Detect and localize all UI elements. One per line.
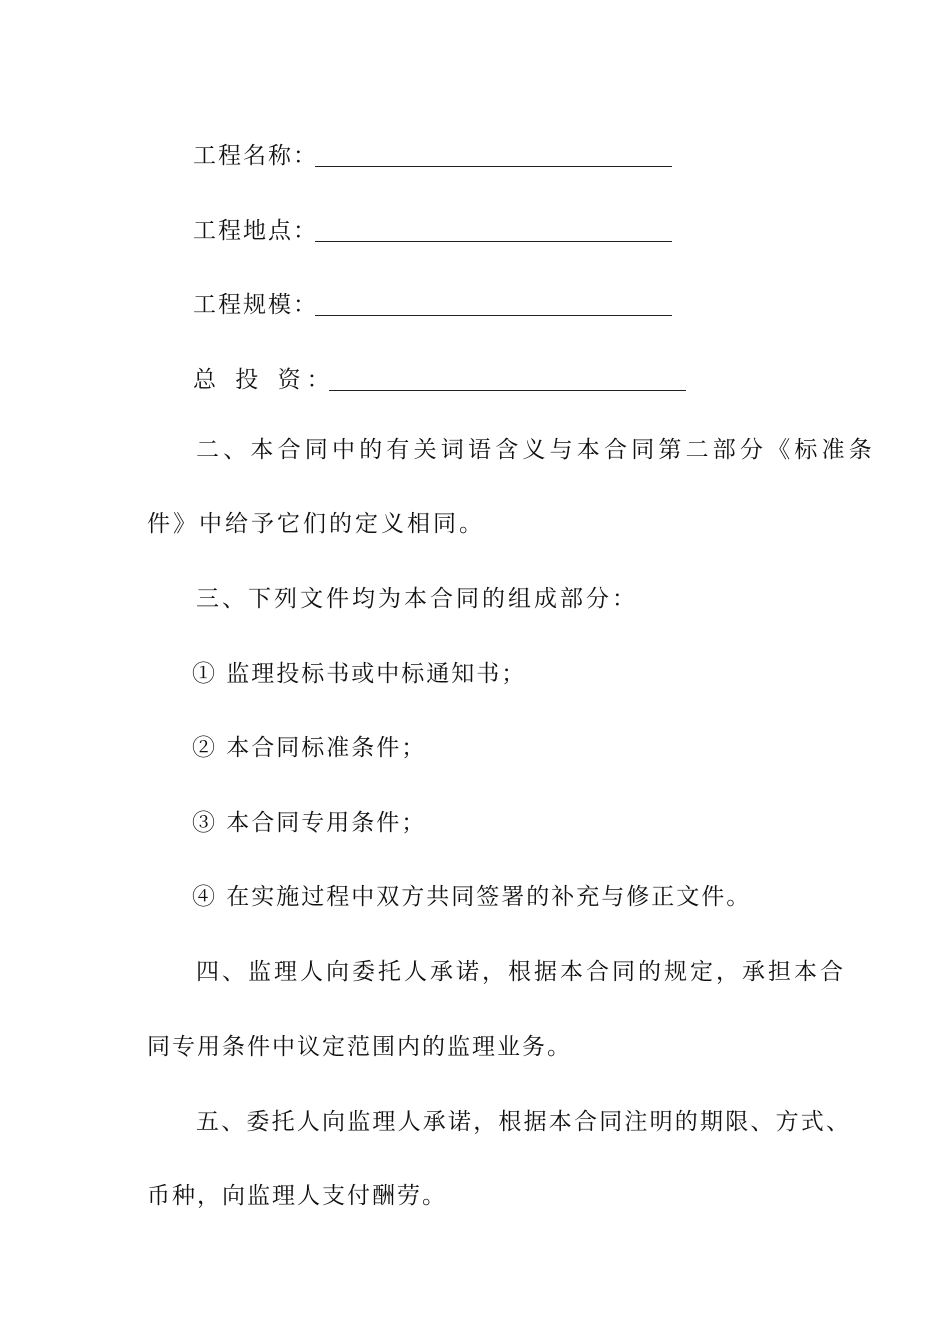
field-total-investment	[193, 361, 686, 395]
total-investment-blank[interactable]	[329, 368, 686, 391]
field-label: 工程规模	[193, 292, 293, 318]
project-name-blank[interactable]	[315, 144, 672, 167]
list-item-4: ④ 在实施过程中双方共同签署的补充与修正文件。	[192, 884, 752, 910]
field-label: 工程名称	[193, 143, 293, 169]
field-project-name	[193, 137, 672, 171]
paragraph-3-line-1: 三、下列文件均为本合同的组成部分：	[196, 586, 638, 612]
paragraph-5-line-1: 五、委托人向监理人承诺，根据本合同注明的期限、方式、	[196, 1109, 852, 1135]
field-label: 总 投 资	[193, 367, 307, 393]
list-item-1: ① 监理投标书或中标通知书；	[192, 661, 527, 687]
field-colon: ：	[293, 143, 316, 169]
paragraph-4-line-2: 同专用条件中议定范围内的监理业务。	[147, 1034, 572, 1060]
project-scale-blank[interactable]	[315, 293, 672, 316]
paragraph-2-line-2: 件》中给予它们的定义相同。	[147, 511, 485, 537]
paragraph-4-line-1: 四、监理人向委托人承诺，根据本合同的规定，承担本合	[196, 959, 846, 985]
list-item-2: ② 本合同标准条件；	[192, 735, 427, 761]
field-colon: ：	[306, 367, 330, 393]
paragraph-5-line-2: 币种，向监理人支付酬劳。	[147, 1183, 447, 1209]
field-label: 工程地点	[193, 218, 293, 244]
field-project-location	[193, 212, 672, 246]
field-colon: ：	[293, 218, 316, 244]
paragraph-2-line-1: 二、本合同中的有关词语含义与本合同第二部分《标准条	[196, 437, 876, 463]
list-item-3: ③ 本合同专用条件；	[192, 810, 427, 836]
field-colon: ：	[293, 292, 316, 318]
project-location-blank[interactable]	[315, 219, 672, 242]
field-project-scale	[193, 286, 672, 320]
